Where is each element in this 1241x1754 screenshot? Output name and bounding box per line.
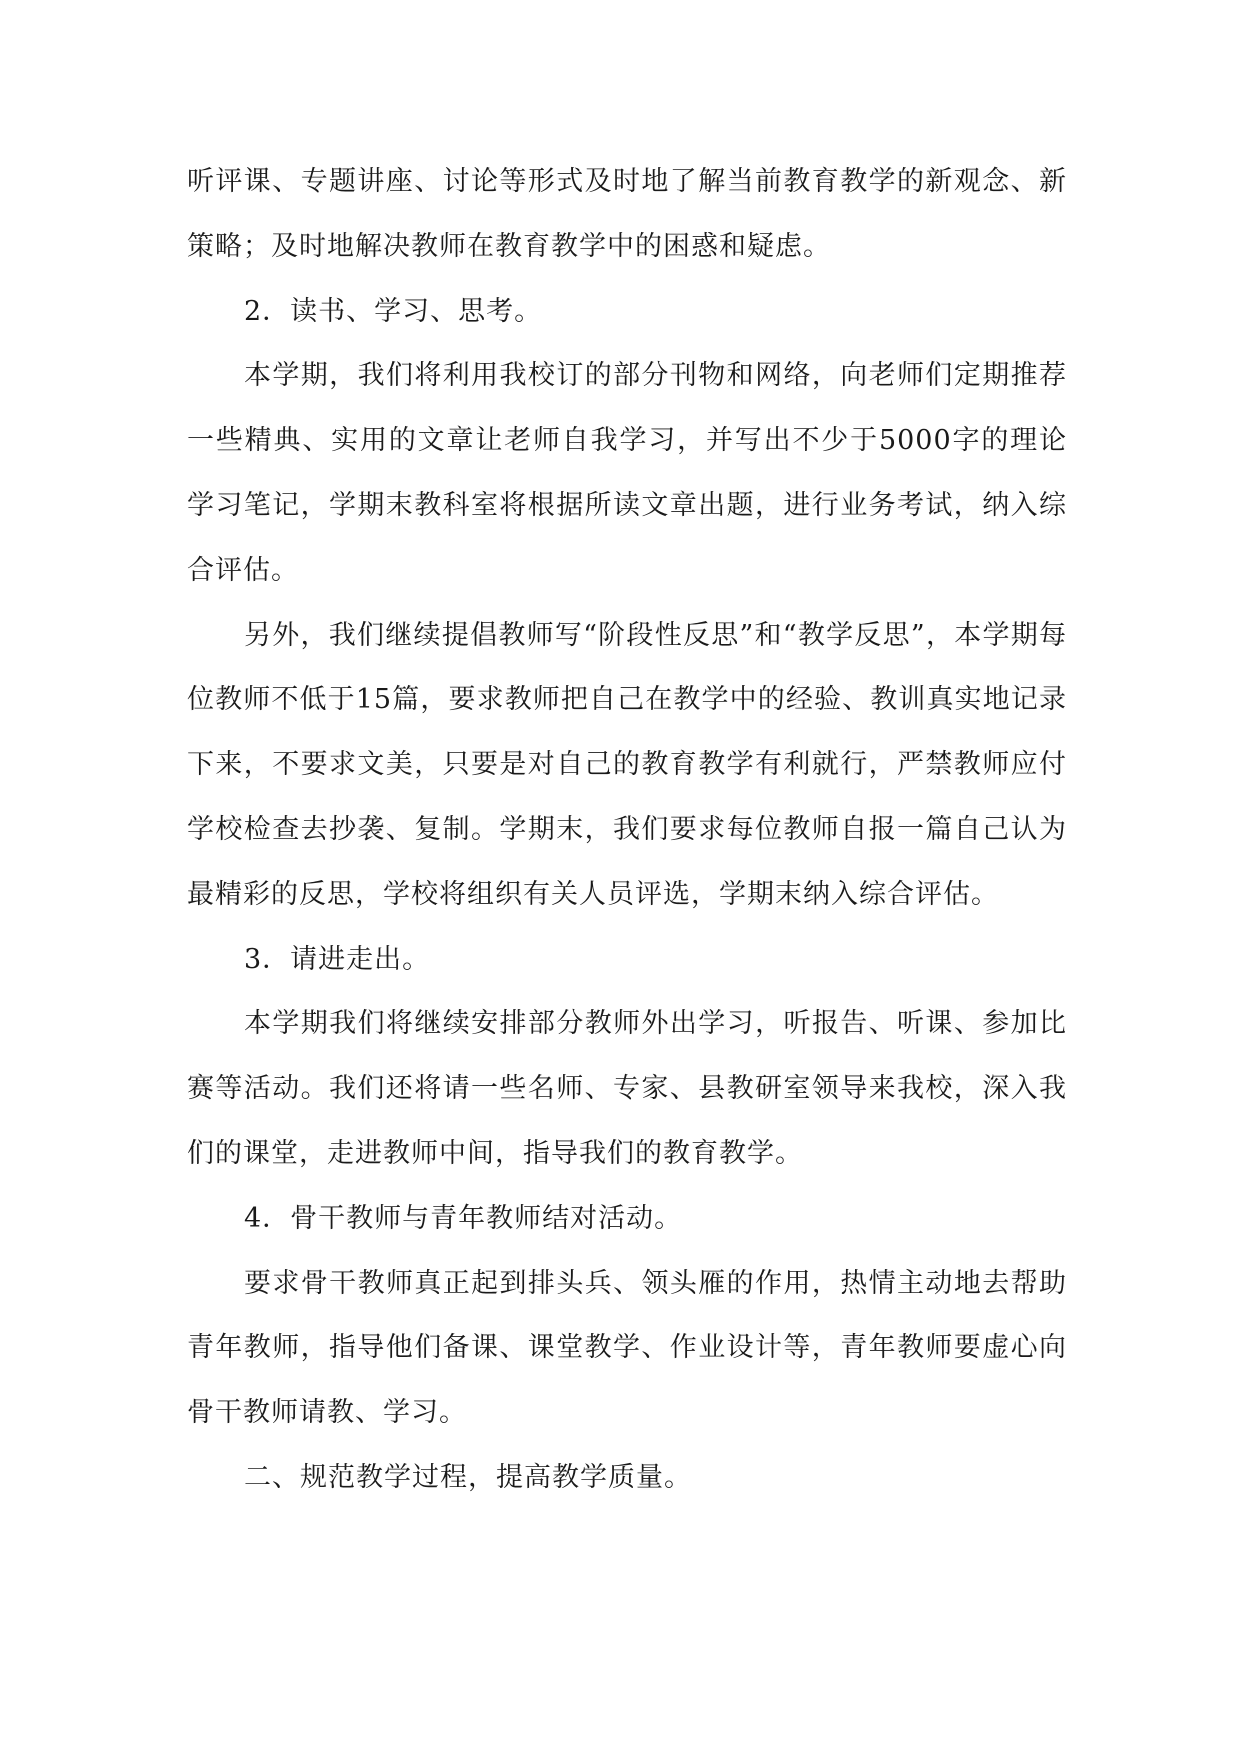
paragraph-exchange: 本学期我们将继续安排部分教师外出学习，听报告、听课、参加比赛等活动。我们还将请一些名师、专家、县教研室领导来我校，深入我们的课堂，走进教师中间，指导我们的教育教学。 [187, 1008, 1067, 1169]
paragraph-reading-plan: 本学期，我们将利用我校订的部分刊物和网络，向老师们定期推荐一些精典、实用的文章让老师自我学习，并写出不少于5000字的理论学习笔记，学期末教科室将根据所读文章出题，进行业务考试，纳入综合评估。 [187, 360, 1067, 586]
section-heading-mentoring: 4．骨干教师与青年教师结对活动。 [244, 1202, 683, 1234]
section-heading-teaching-quality: 二、规范教学过程，提高教学质量。 [244, 1461, 692, 1493]
section-heading-reading: 2．读书、学习、思考。 [244, 295, 543, 327]
paragraph-reflection: 另外，我们继续提倡教师写“阶段性反思”和“教学反思”，本学期每位教师不低于15篇，要求教师把自己在教学中的经验、教训真实地记录下来，不要求文美，只要是对自己的教育教学有利就行，严禁教师应付学校检查去抄袭、复制。学期末，我们要求每位教师自报一篇自己认为最精彩的反思，学校将组织有关人员评选，学期末纳入综合评估。 [187, 619, 1067, 910]
section-heading-exchange: 3．请进走出。 [244, 943, 431, 975]
paragraph-mentoring: 要求骨干教师真正起到排头兵、领头雁的作用，热情主动地去帮助青年教师，指导他们备课、课堂教学、作业设计等，青年教师要虚心向骨干教师请教、学习。 [187, 1267, 1067, 1429]
document-body [187, 150, 1067, 1511]
paragraph-continuation: 听评课、专题讲座、讨论等形式及时地了解当前教育教学的新观念、新策略；及时地解决教师在教育教学中的困惑和疑虑。 [187, 166, 1067, 262]
